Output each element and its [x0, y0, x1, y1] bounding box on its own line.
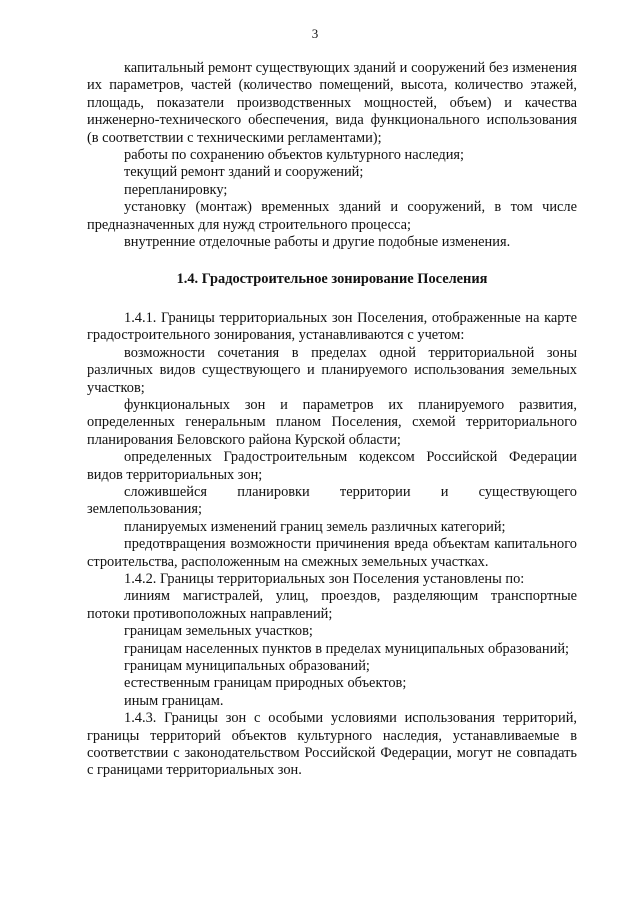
paragraph: планируемых изменений границ земель различных категорий; [124, 518, 506, 535]
paragraph: 1.4.3. Границы зон с особыми условиями использования территорий, границы территорий объектов культурного наследия, устанавливаемые в соответствии с законодательством Российской Федерации, могут не совпадать с границами территориальных зон. [87, 710, 577, 779]
section-heading: 1.4. Градостроительное зонирование Поселения [176, 271, 488, 288]
paragraph: линиям магистралей, улиц, проездов, разделяющим транспортные потоки противоположных направлений; [87, 588, 577, 622]
paragraph: возможности сочетания в пределах одной территориальной зоны различных видов существующего и планируемого использования земельных участков; [87, 344, 577, 396]
paragraph: 1.4.2. Границы территориальных зон Поселения установлены по: [124, 570, 525, 587]
page-number: 3 [311, 26, 319, 41]
paragraph: 1.4.1. Границы территориальных зон Поселения, отображенные на карте градостроительного зонирования, устанавливаются с учетом: [87, 309, 577, 344]
paragraph: текущий ремонт зданий и сооружений; [124, 164, 364, 181]
paragraph: функциональных зон и параметров их планируемого развития, определенных генеральным планом Поселения, схемой территориального планирования Беловского района Курской области; [87, 396, 577, 448]
paragraph: естественным границам природных объектов; [124, 675, 407, 692]
paragraph: определенных Градостроительным кодексом Российской Федерации видов территориальных зон; [87, 449, 577, 483]
paragraph: работы по сохранению объектов культурного наследия; [124, 147, 465, 164]
paragraph: границам муниципальных образований; [124, 658, 370, 674]
paragraph: внутренние отделочные работы и другие подобные изменения. [124, 234, 511, 251]
paragraph: капитальный ремонт существующих зданий и сооружений без изменения их параметров, частей (количество помещений, высота, количество этажей, площадь, показатели производственных мощностей, объем) и качества инженерно-технического обеспечения, вида функционального использования (в соответствии с техническими регламентами); [87, 60, 577, 146]
document-body [87, 60, 577, 780]
paragraph: установку (монтаж) временных зданий и сооружений, в том числе предназначенных для нужд строительного процесса; [87, 199, 577, 233]
paragraph: перепланировку; [124, 181, 228, 198]
paragraph: предотвращения возможности причинения вреда объектам капитального строительства, расположенным на смежных земельных участках. [87, 536, 577, 570]
paragraph: границам населенных пунктов в пределах муниципальных образований; [124, 640, 570, 657]
paragraph: границам земельных участков; [124, 623, 313, 640]
paragraph: иным границам. [124, 692, 224, 709]
paragraph: сложившейся планировки территории и существующего землепользования; [87, 483, 577, 518]
